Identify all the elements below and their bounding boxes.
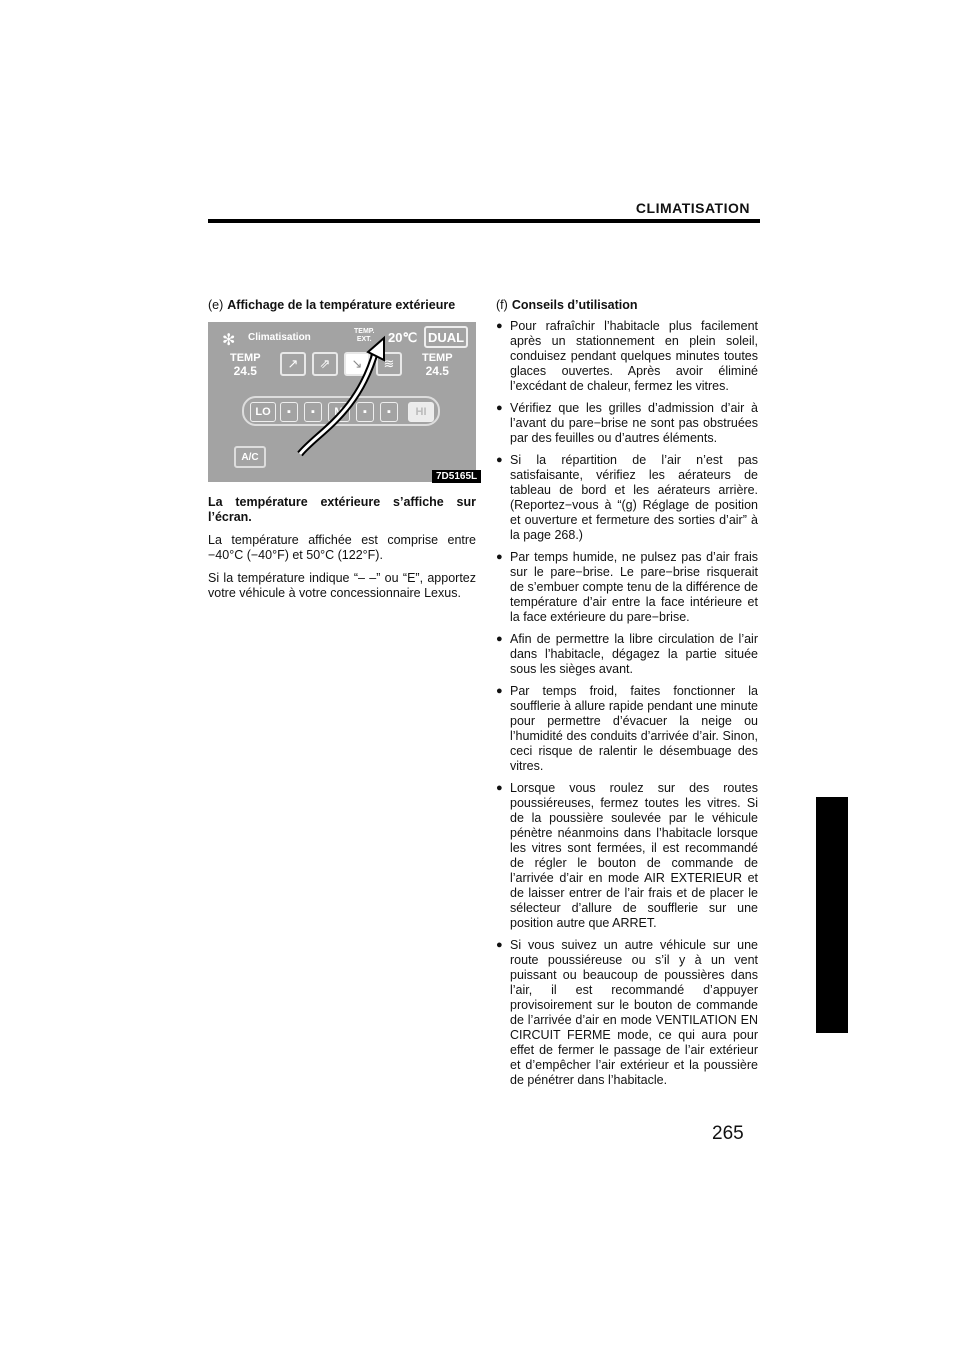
left-temp-display: TEMP 24.5 xyxy=(230,352,261,378)
fan-hi-button[interactable]: HI xyxy=(408,402,434,422)
bullet-icon: ● xyxy=(496,320,503,332)
section-e-para-3: Si la température indique “– –” ou “E”, apportez votre véhicule à votre concessionnaire Lexus. xyxy=(208,571,476,600)
section-e-heading xyxy=(208,298,476,312)
list-item: ● Afin de permettre la libre circulation de l’air dans l’habitacle, dégagez la partie située sous les sièges avant. xyxy=(496,632,758,676)
list-item: ● Par temps humide, ne pulsez pas d’air frais sur le pare−brise. Le pare−brise risquerait de s’embuer compte tenu de la différence de température d’air entre la face intérieure et la face extérieure du pare−brise. xyxy=(496,550,758,624)
list-item: ● Pour rafraîchir l’habitacle plus facilement après un stationnement en plein soleil, conduisez pendant quelques minutes toutes glaces ouvertes. Après avoir éliminé l’excédant de chaleur, fermez les vitres. xyxy=(496,319,758,393)
defrost-icon: ≋ xyxy=(383,356,395,371)
page-number: 265 xyxy=(712,1123,744,1144)
image-code: 7D5165L xyxy=(432,470,481,483)
dual-button[interactable]: DUAL xyxy=(424,326,468,348)
vent-bilevel-icon: ⇗ xyxy=(319,356,331,371)
section-e-title: Affichage de la température extérieure xyxy=(227,298,456,312)
chapter-side-tab xyxy=(816,797,848,1033)
section-f-letter: (f) xyxy=(496,298,508,312)
bullet-icon: ● xyxy=(496,454,503,466)
bullet-icon: ● xyxy=(496,782,503,794)
outside-temp-value: 20℃ xyxy=(388,330,418,345)
section-f xyxy=(496,298,758,1095)
fan-lo-button[interactable]: LO xyxy=(250,402,276,422)
fan-speed-5-button[interactable]: ▪ xyxy=(356,402,374,422)
vent-feet-icon: ↘ xyxy=(351,356,363,371)
fan-icon: ✻ xyxy=(222,332,236,349)
callout-arrow-icon xyxy=(208,322,476,482)
section-e-body xyxy=(208,495,476,609)
fan-speed-2-button[interactable]: ▪ xyxy=(280,402,298,422)
section-e-para-1: La température extérieure s’affiche sur l’écran. xyxy=(208,495,476,524)
climate-screen-illustration xyxy=(208,322,476,482)
section-header-title: CLIMATISATION xyxy=(635,200,750,216)
bullet-icon: ● xyxy=(496,939,503,951)
section-e-para-2: La température affichée est comprise entre −40°C (−40°F) et 50°C (122°F). xyxy=(208,533,476,562)
vent-face-icon: ↗ xyxy=(287,356,299,371)
tips-list xyxy=(496,319,758,1088)
ac-button[interactable]: A/C xyxy=(234,446,266,468)
list-item: ● Si vous suivez un autre véhicule sur une route poussiéreuse ou s’il y à un vent puissant ou beaucoup de poussières dans l’air, il est recommandé d’appuyer provisoirement sur le bouton de commande de l’arrivée d’air en mode VENTILATION EN CIRCUIT FERME mode, ce qui aura pour effet de fermer le passage de l’air extérieur et d’empêcher l’air extérieur et la poussière de pénétrer dans l’habitacle. xyxy=(496,938,758,1087)
screen-title: Climatisation xyxy=(248,332,311,343)
list-item: ● Vérifiez que les grilles d’admission d’air à l’avant du pare−brise ne sont pas obstruées par des feuilles ou d’autres éléments. xyxy=(496,401,758,445)
bullet-icon: ● xyxy=(496,633,503,645)
section-e-letter: (e) xyxy=(208,298,224,312)
outside-temp-label: TEMP. EXT. xyxy=(354,328,375,343)
header-rule xyxy=(208,219,760,223)
fan-speed-6-button[interactable]: ▪ xyxy=(380,402,398,422)
right-temp-display: TEMP 24.5 xyxy=(422,352,453,378)
list-item: ● Lorsque vous roulez sur des routes poussiéreuses, fermez toutes les vitres. Si de la poussière soulevée par le véhicule pénètre néanmoins dans l’habitacle lorsque les vitres sont fermées, il est recommandé de régler le bouton de commande de l’arrivée d’air en mode AIR EXTERIEUR et de laisser entrer de l’air frais et de placer le sélecteur d’allure de soufflerie sur une position autre que ARRET. xyxy=(496,781,758,930)
bullet-icon: ● xyxy=(496,402,503,414)
list-item: ● Si la répartition de l’air n’est pas satisfaisante, vérifiez les aérateurs de tableau de bord et les aérateurs arrière. (Reportez−vous à “(g) Réglage de position et ouverture et fermeture des sorties d’air” à la page 268.) xyxy=(496,453,758,542)
section-f-title: Conseils d’utilisation xyxy=(511,298,638,312)
fan-speed-3-button[interactable]: ▪ xyxy=(304,402,322,422)
bullet-icon: ● xyxy=(496,685,503,697)
bullet-icon: ● xyxy=(496,551,503,563)
list-item: ● Par temps froid, faites fonctionner la soufflerie à allure rapide pendant une minute pour permettre d’évacuer la neige ou l’humidité des conduits d’arrivée d’air. Sinon, ceci risque de ralentir le désembuage des vitres. xyxy=(496,684,758,773)
fan-m-button[interactable]: M xyxy=(328,402,350,422)
